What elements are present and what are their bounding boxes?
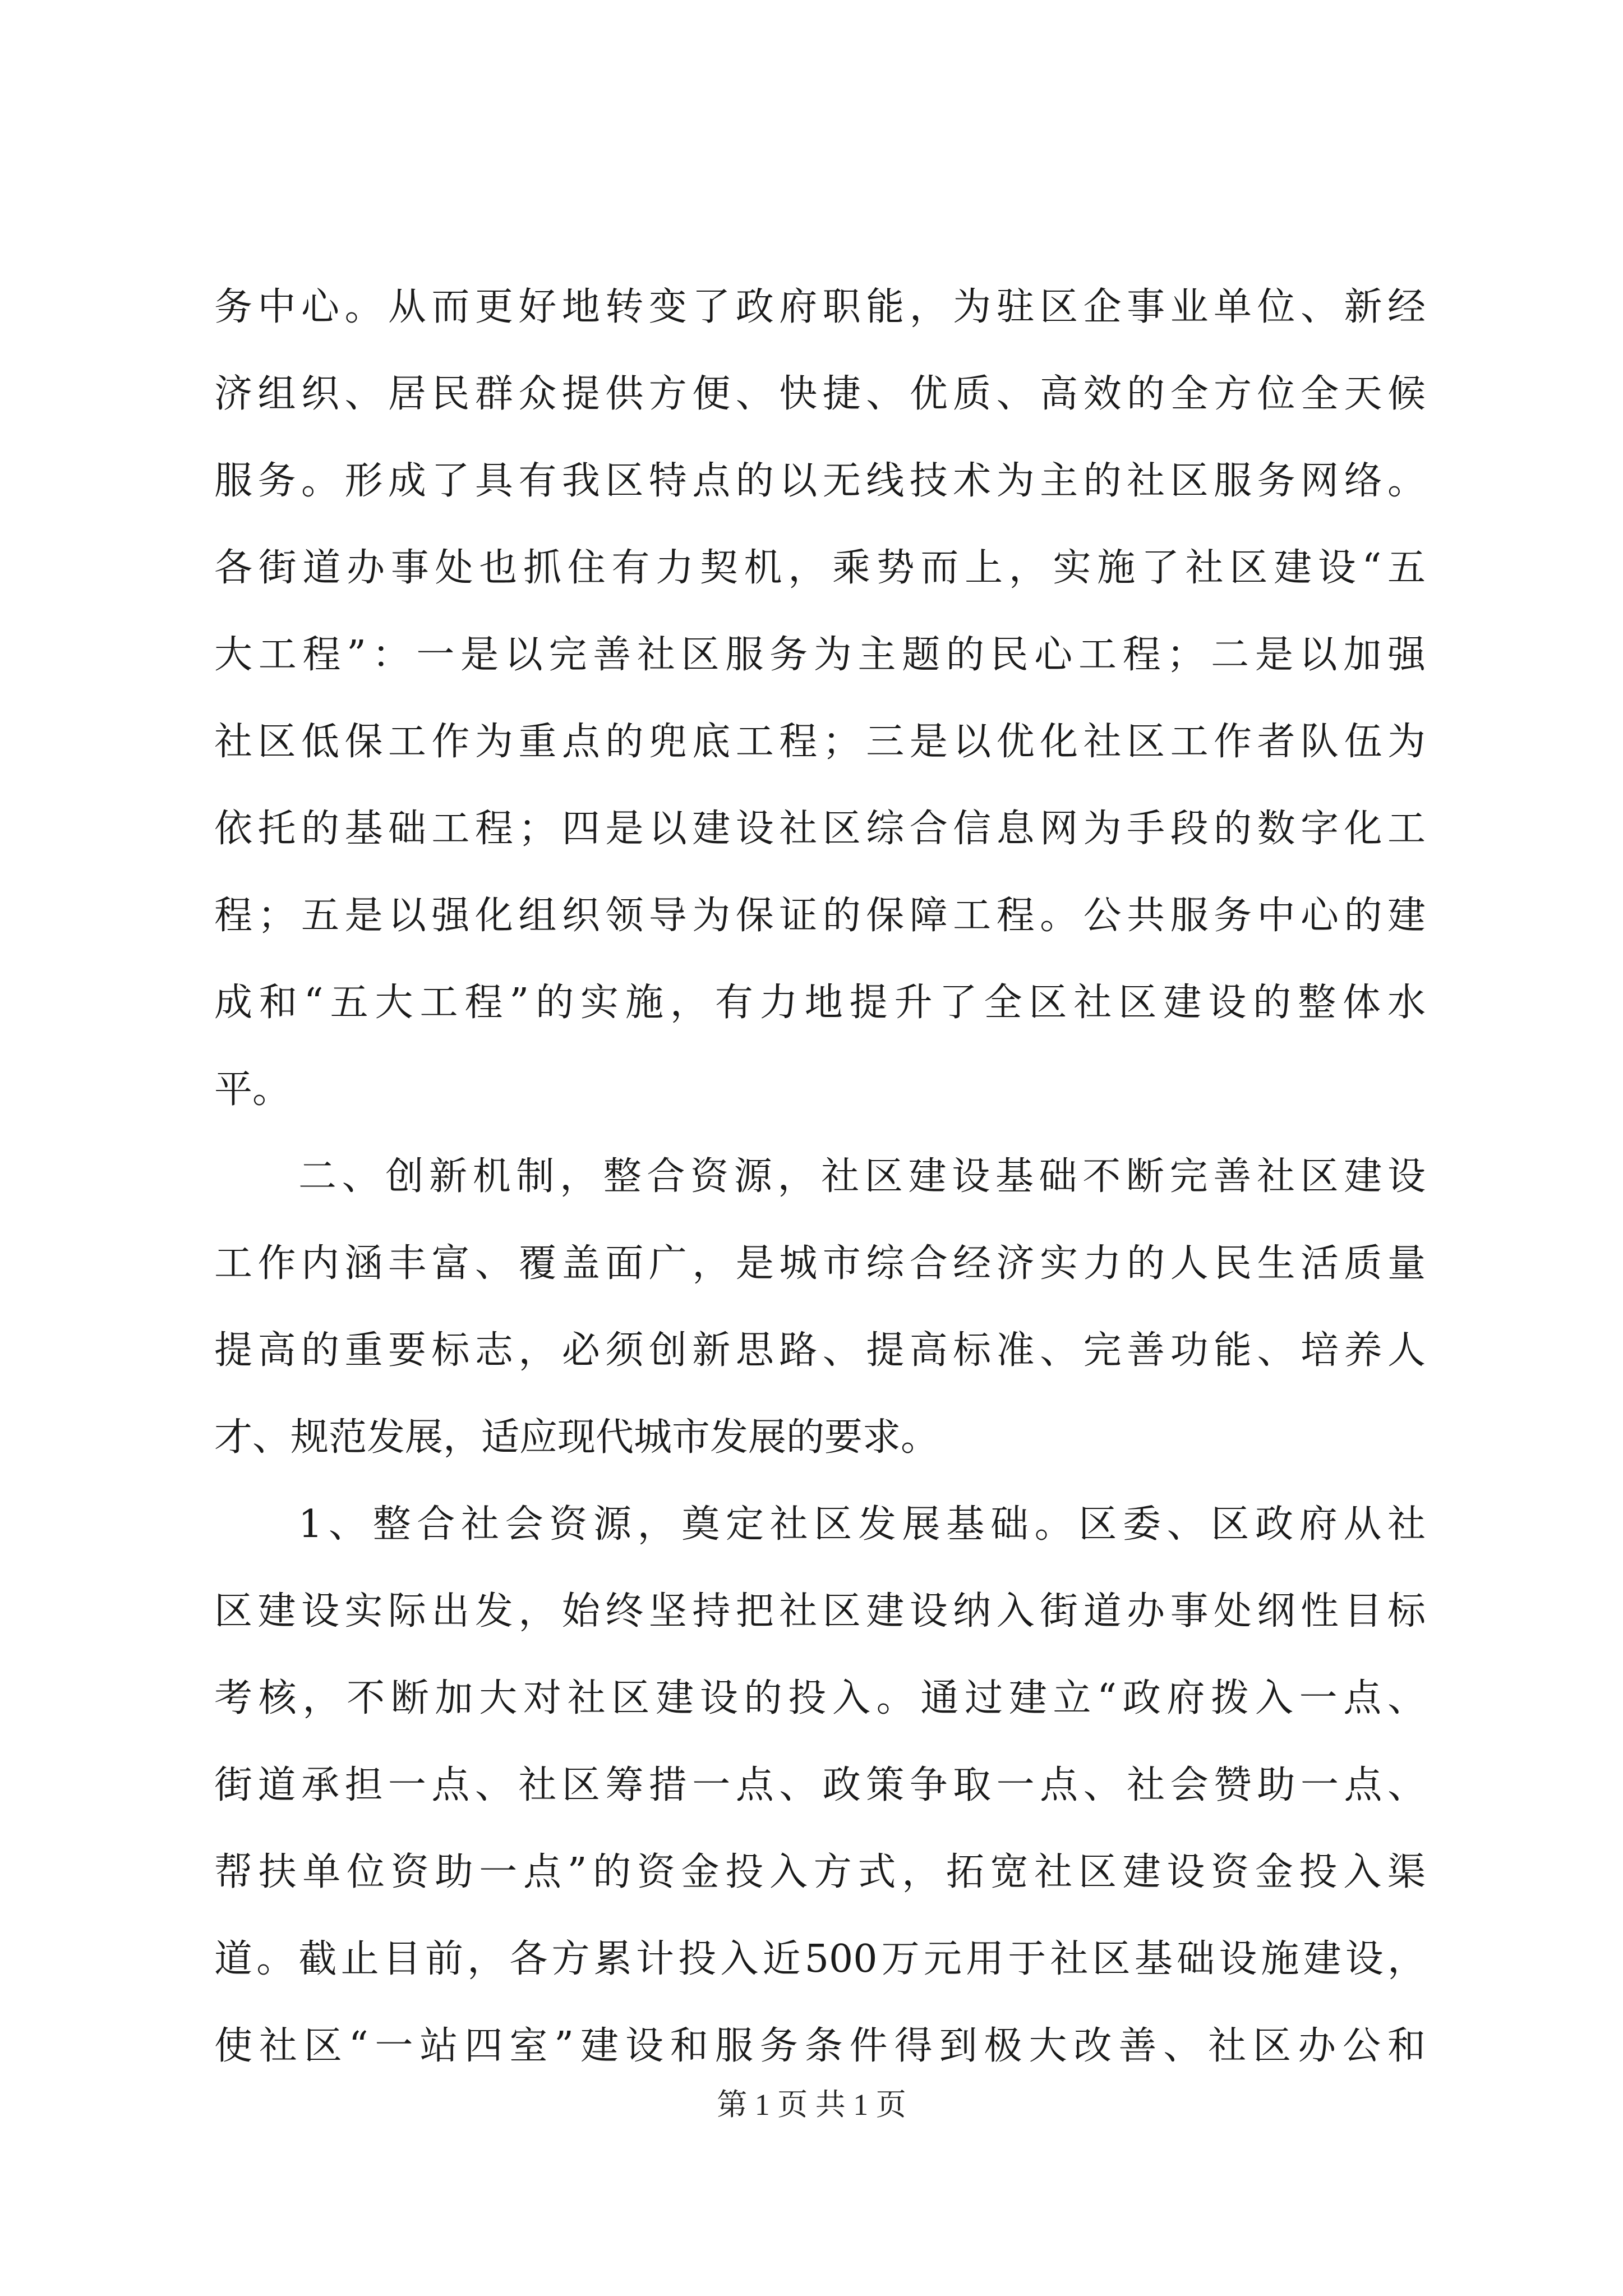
text-line: 服务。形成了具有我区特点的以无线技术为主的社区服务网络。 xyxy=(214,459,1426,503)
text-line: 才、规范发展，适应现代城市发展的要求。 xyxy=(214,1415,939,1460)
text-line: 区建设实际出发，始终坚持把社区建设纳入街道办事处纲性目标 xyxy=(214,1589,1426,1634)
text-line: 大工程”：一是以完善社区服务为主题的民心工程；二是以加强 xyxy=(214,633,1426,677)
text-line: 帮扶单位资助一点”的资金投入方式，拓宽社区建设资金投入渠 xyxy=(214,1850,1426,1894)
paragraph-first-line: 1、整合社会资源，奠定社区发展基础。区委、区政府从社 xyxy=(298,1502,1426,1547)
text-line: 社区低保工作为重点的兜底工程；三是以优化社区工作者队伍为 xyxy=(214,720,1426,764)
text-line: 提高的重要标志，必须创新思路、提高标准、完善功能、培养人 xyxy=(214,1328,1426,1373)
text-line: 平。 xyxy=(214,1068,291,1112)
section-heading-line: 二、创新机制，整合资源，社区建设基础不断完善社区建设 xyxy=(298,1154,1426,1199)
text-line: 成和“五大工程”的实施，有力地提升了全区社区建设的整体水 xyxy=(214,981,1426,1025)
text-line: 务中心。从而更好地转变了政府职能，为驻区企事业单位、新经 xyxy=(214,285,1426,329)
text-line: 街道承担一点、社区筹措一点、政策争取一点、社会赞助一点、 xyxy=(214,1763,1426,1807)
text-line: 道。截止目前，各方累计投入近500万元用于社区基础设施建设， xyxy=(214,1937,1426,1981)
text-line: 依托的基础工程；四是以建设社区综合信息网为手段的数字化工 xyxy=(214,807,1426,851)
page-number-label: 第 1 页 共 1 页 xyxy=(717,2088,906,2122)
text-line: 工作内涵丰富、覆盖面广，是城市综合经济实力的人民生活质量 xyxy=(214,1241,1426,1286)
text-line: 程；五是以强化组织领导为保证的保障工程。公共服务中心的建 xyxy=(214,894,1426,938)
page-footer xyxy=(0,2082,1623,2127)
text-line: 使社区“一站四室”建设和服务条件得到极大改善、社区办公和 xyxy=(214,2024,1426,2068)
text-line: 考核，不断加大对社区建设的投入。通过建立“政府拨入一点、 xyxy=(214,1676,1426,1720)
text-line: 济组织、居民群众提供方便、快捷、优质、高效的全方位全天候 xyxy=(214,372,1426,416)
text-line: 各街道办事处也抓住有力契机，乘势而上，实施了社区建设“五 xyxy=(214,546,1426,590)
document-body xyxy=(214,264,1426,2090)
